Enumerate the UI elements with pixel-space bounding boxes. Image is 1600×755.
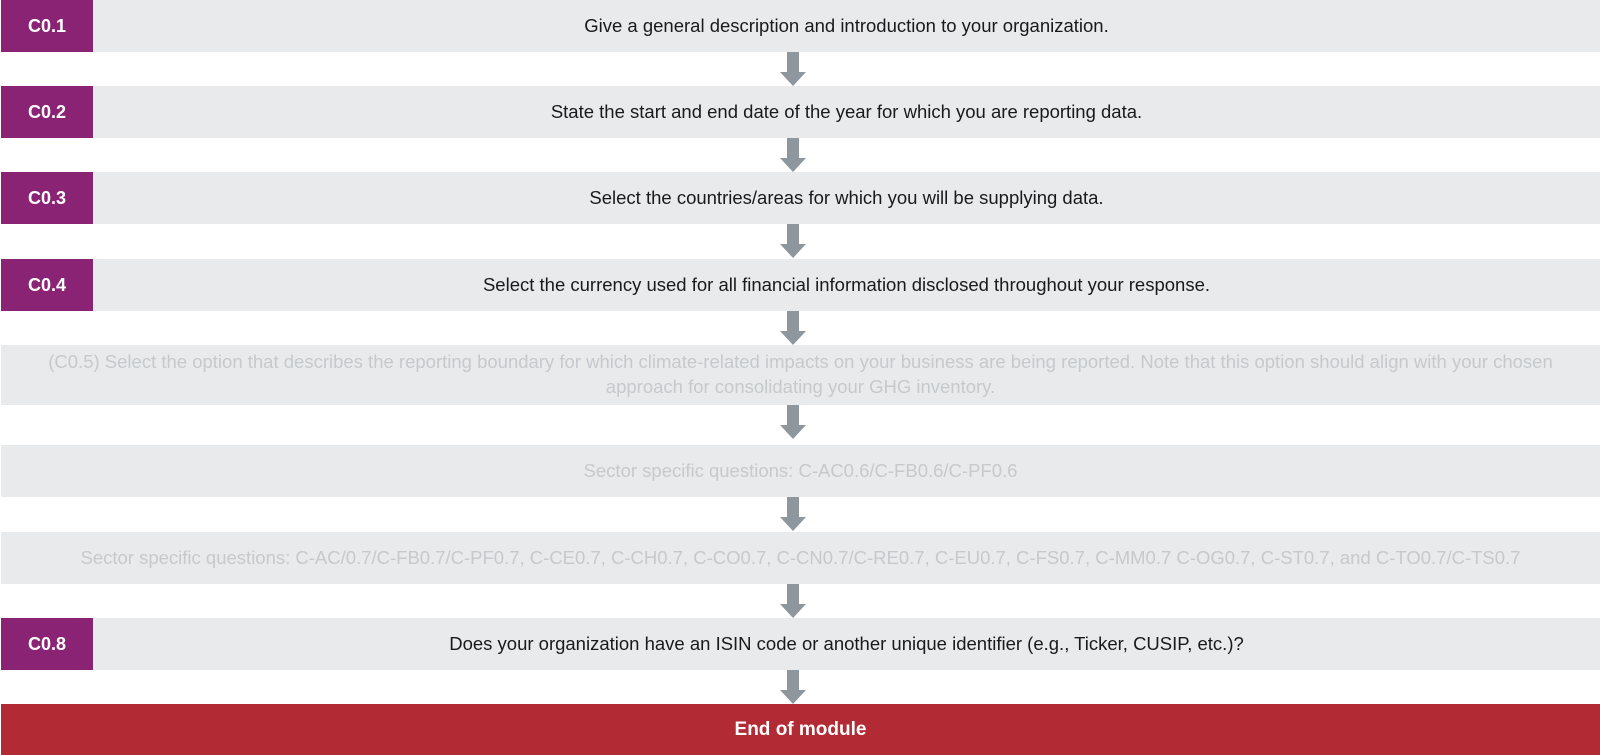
step-c0-4 <box>1 259 1600 311</box>
step-question-text: (C0.5) Select the option that describes the reporting boundary for which climate-related impacts on your business are being reported. Note that this option should align with your chosen approach for consolidating your GHG inventory. <box>48 351 1553 397</box>
down-arrow-icon <box>778 670 808 704</box>
step-code-badge: C0.1 <box>1 0 93 52</box>
step-c0-3 <box>1 172 1600 224</box>
step-code-badge: C0.8 <box>1 618 93 670</box>
down-arrow-icon <box>778 584 808 618</box>
down-arrow-icon <box>778 311 808 345</box>
end-of-module-box <box>1 704 1600 755</box>
step-question-text: Select the currency used for all financial information disclosed throughout your response. <box>482 273 1211 295</box>
step-c0-8 <box>1 618 1600 670</box>
down-arrow-icon <box>778 138 808 172</box>
step-c0-5 <box>1 345 1600 405</box>
step-c0-2 <box>1 86 1600 138</box>
down-arrow-icon <box>778 405 808 439</box>
step-code-badge: C0.4 <box>1 259 93 311</box>
step-question-text: Sector specific questions: C-AC0.6/C-FB0.6/C-PF0.6 <box>583 459 1018 481</box>
step-question-text: Select the countries/areas for which you will be supplying data. <box>589 186 1104 208</box>
step-question-text: Sector specific questions: C-AC/0.7/C-FB0.7/C-PF0.7, C-CE0.7, C-CH0.7, C-CO0.7, C-CN0.7/C-RE0.7, C-EU0.7, C-FS0.7, C-MM0.7 C-OG0.7, C-ST0.7, and C-TO0.7/C-TS0.7 <box>80 546 1521 568</box>
step-question-text: State the start and end date of the year for which you are reporting data. <box>550 100 1143 122</box>
down-arrow-icon <box>778 497 808 531</box>
step-sector-0-7 <box>1 532 1600 584</box>
down-arrow-icon <box>778 52 808 86</box>
step-c0-1 <box>1 0 1600 52</box>
step-sector-0-6 <box>1 445 1600 497</box>
step-question-text: Give a general description and introduction to your organization. <box>584 14 1109 36</box>
down-arrow-icon <box>778 224 808 258</box>
step-question-text: Does your organization have an ISIN code or another unique identifier (e.g., Ticker, CUSIP, etc.)? <box>449 632 1244 654</box>
end-of-module-label: End of module <box>734 718 867 740</box>
step-code-badge: C0.2 <box>1 86 93 138</box>
step-code-badge: C0.3 <box>1 172 93 224</box>
